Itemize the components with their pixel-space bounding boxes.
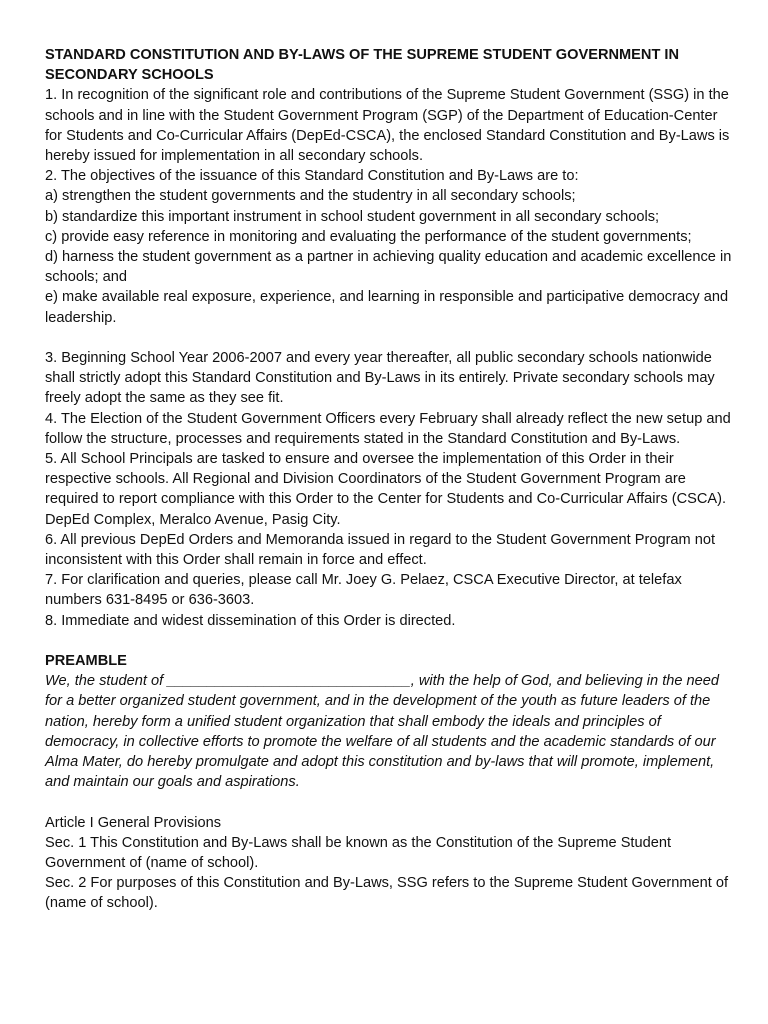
paragraph-gap [45, 328, 735, 348]
paragraph-gap [45, 631, 735, 651]
preamble-text: We, the student of ______________________________, with the help of God, and believing in the need for a better organized student government, and in the development of the youth as future leaders of the nation, hereby form a unified student organization that shall embody the ideals and principles of democracy, in collective efforts to promote the welfare of all students and the academic standards of our Alma Mater, do hereby promulgate and adopt this constitution and by-laws that will promote, implement, and maintain our goals and aspirations. [45, 673, 720, 791]
paragraph-gap [45, 792, 735, 812]
order-item-7: 7. For clarification and queries, please call Mr. Joey G. Pelaez, CSCA Executive Director, at telefax numbers 631-8495 or 636-3603. [45, 572, 682, 609]
section-2: Sec. 2 For purposes of this Constitution and By-Laws, SSG refers to the Supreme Student Government of (name of school). [45, 875, 729, 912]
objective-c: c) provide easy reference in monitoring and evaluating the performance of the student governments; [45, 228, 692, 245]
article-heading: Article I General Provisions [45, 814, 222, 831]
order-item-6: 6. All previous DepEd Orders and Memoranda issued in regard to the Student Government Program not inconsistent with this Order shall remain in force and effect. [45, 531, 716, 569]
objective-e: e) make available real exposure, experience, and learning in responsible and participative democracy and leadership. [45, 289, 729, 326]
section-1: Sec. 1 This Constitution and By-Laws shall be known as the Constitution of the Supreme Student Government of (name of school). [45, 834, 671, 872]
order-item-8: 8. Immediate and widest dissemination of this Order is directed. [45, 612, 456, 629]
document-page [45, 45, 735, 914]
order-item-3: 3. Beginning School Year 2006-2007 and every year thereafter, all public secondary schools nationwide shall strictly adopt this Standard Constitution and By-Laws in its entirely. Private secondary schools may freely adopt the same as they see fit. [45, 350, 715, 407]
order-item-4: 4. The Election of the Student Government Officers every February shall already reflect the new setup and follow the structure, processes and requirements stated in the Standard Constitution and By-Laws. [45, 410, 731, 447]
preamble-heading: PREAMBLE [45, 653, 127, 670]
objective-d: d) harness the student government as a partner in achieving quality education and academic excellence in schools; and [45, 249, 732, 286]
objective-a: a) strengthen the student governments and the studentry in all secondary schools; [45, 188, 576, 205]
order-item-1: 1. In recognition of the significant role and contributions of the Supreme Student Government (SSG) in the schools and in line with the Student Government Program (SGP) of the Department of Education-Center for Students and Co-Curricular Affairs (DepEd-CSCA), the enclosed Standard Constitution and By-Laws is hereby issued for implementation in all secondary schools. [45, 87, 730, 165]
order-item-2: 2. The objectives of the issuance of this Standard Constitution and By-Laws are to: [45, 168, 579, 185]
objective-b: b) standardize this important instrument in school student government in all secondary schools; [45, 208, 660, 225]
document-title: STANDARD CONSTITUTION AND BY-LAWS OF THE SUPREME STUDENT GOVERNMENT IN SECONDARY SCHOOLS [45, 47, 680, 84]
order-item-5: 5. All School Principals are tasked to ensure and oversee the implementation of this Order in their respective schools. All Regional and Division Coordinators of the Student Government Program are required to report compliance with this Order to the Center for Students and Co-Curricular Affairs (CSCA). DepEd Complex, Meralco Avenue, Pasig City. [45, 451, 727, 528]
